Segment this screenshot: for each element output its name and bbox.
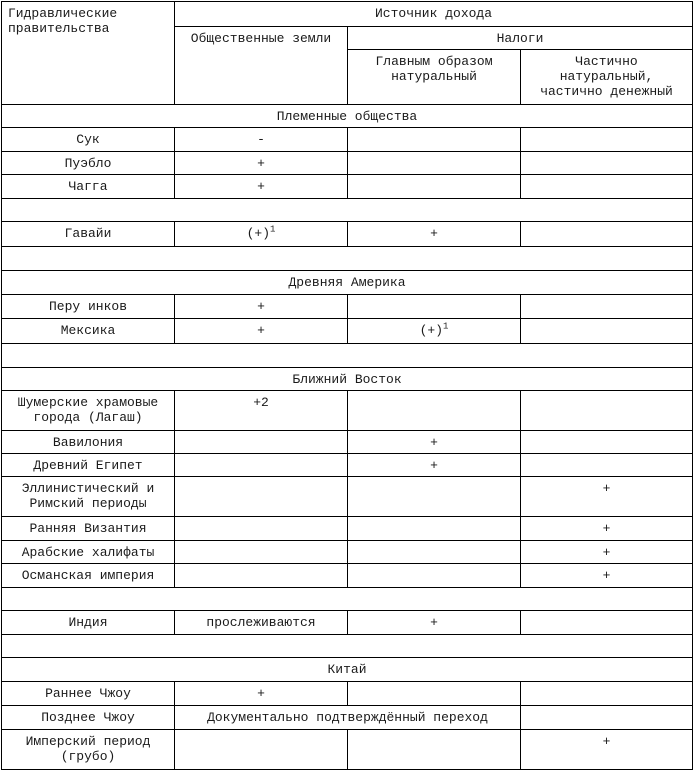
lands-cell: [175, 517, 348, 541]
mainly-natural-header: Главным образом натуральный: [348, 50, 521, 105]
spacer-row: [2, 199, 693, 222]
partly-cell: [521, 431, 693, 454]
lands-cell: [175, 564, 348, 588]
spacer-cell: [2, 247, 693, 271]
row-name: Чагга: [2, 175, 175, 199]
natural-cell: +: [348, 454, 521, 477]
lands-cell: +: [175, 152, 348, 175]
row-name: Древний Египет: [2, 454, 175, 477]
table-row: [2, 128, 693, 152]
partly-cell: +: [521, 730, 693, 770]
spacer-row: [2, 635, 693, 658]
lands-cell: прослеживаются: [175, 611, 348, 635]
natural-cell: [348, 319, 521, 344]
lands-cell: [175, 477, 348, 517]
row-name: Перу инков: [2, 295, 175, 319]
public-lands-header: Общественные земли: [175, 27, 348, 105]
natural-cell: [348, 128, 521, 152]
row-name: Позднее Чжоу: [2, 706, 175, 730]
partly-cell: [521, 222, 693, 247]
partly-cell: +: [521, 541, 693, 564]
partly-cell: +: [521, 477, 693, 517]
section-china: Китай: [2, 658, 693, 682]
natural-cell: [348, 730, 521, 770]
footnote-mark: 1: [443, 321, 449, 332]
lands-cell: +: [175, 175, 348, 199]
income-source-table-page: [1, 1, 693, 770]
income-source-table: [1, 1, 693, 770]
natural-cell: +: [348, 222, 521, 247]
table-row: [2, 454, 693, 477]
natural-cell: [348, 391, 521, 431]
natural-cell: [348, 564, 521, 588]
partly-cell: [521, 454, 693, 477]
row-name: Раннее Чжоу: [2, 682, 175, 706]
natural-cell: [348, 175, 521, 199]
row-name: Османская империя: [2, 564, 175, 588]
table-row: [2, 564, 693, 588]
table-row: [2, 706, 693, 730]
natural-cell: [348, 541, 521, 564]
spacer-cell: [2, 588, 693, 611]
spacer-cell: [2, 199, 693, 222]
natural-cell: [348, 682, 521, 706]
lands-cell: [175, 730, 348, 770]
row-name: Шумерские храмовые города (Лагаш): [2, 391, 175, 431]
section-row: [2, 105, 693, 128]
partly-cell: [521, 319, 693, 344]
table-row: [2, 611, 693, 635]
section-ancient-america: Древняя Америка: [2, 271, 693, 295]
row-name: Имперский период (грубо): [2, 730, 175, 770]
transition-cell: Документально подтверждённый переход: [175, 706, 521, 730]
partly-cell: [521, 175, 693, 199]
natural-cell: [348, 295, 521, 319]
section-row: [2, 658, 693, 682]
row-name: Эллинистический и Римский периоды: [2, 477, 175, 517]
row-name: Гавайи: [2, 222, 175, 247]
natural-mark: (+): [419, 323, 443, 338]
partly-cell: +: [521, 564, 693, 588]
partly-cell: [521, 391, 693, 431]
natural-cell: [348, 152, 521, 175]
income-source-header: Источник дохода: [175, 2, 693, 27]
lands-cell: [175, 454, 348, 477]
taxes-header: Налоги: [348, 27, 693, 50]
section-row: [2, 271, 693, 295]
section-row: [2, 368, 693, 391]
table-row: [2, 391, 693, 431]
partly-cell: +: [521, 517, 693, 541]
lands-cell: [175, 541, 348, 564]
lands-cell: +: [175, 319, 348, 344]
partly-cell: [521, 706, 693, 730]
partly-cell: [521, 128, 693, 152]
row-name: Арабские халифаты: [2, 541, 175, 564]
spacer-row: [2, 588, 693, 611]
table-row: [2, 431, 693, 454]
lands-cell: [175, 431, 348, 454]
table-row: [2, 319, 693, 344]
natural-cell: [348, 477, 521, 517]
governments-header: Гидравлические правительства: [2, 2, 175, 105]
row-name: Вавилония: [2, 431, 175, 454]
section-near-east: Ближний Восток: [2, 368, 693, 391]
spacer-cell: [2, 344, 693, 368]
lands-cell: -: [175, 128, 348, 152]
table-row: [2, 541, 693, 564]
table-row: [2, 517, 693, 541]
spacer-cell: [2, 635, 693, 658]
partly-natural-header: Частично натуральный, частично денежный: [521, 50, 693, 105]
row-name: Пуэбло: [2, 152, 175, 175]
table-row: [2, 477, 693, 517]
partly-cell: [521, 682, 693, 706]
row-name: Сук: [2, 128, 175, 152]
lands-cell: +2: [175, 391, 348, 431]
lands-mark: (+): [246, 226, 270, 241]
natural-cell: +: [348, 611, 521, 635]
table-row: [2, 682, 693, 706]
row-name: Ранняя Византия: [2, 517, 175, 541]
table-row: [2, 222, 693, 247]
spacer-row: [2, 247, 693, 271]
table-row: [2, 152, 693, 175]
lands-cell: +: [175, 295, 348, 319]
natural-cell: [348, 517, 521, 541]
row-name: Мексика: [2, 319, 175, 344]
lands-cell: [175, 222, 348, 247]
section-tribal: Племенные общества: [2, 105, 693, 128]
natural-cell: +: [348, 431, 521, 454]
partly-cell: [521, 152, 693, 175]
lands-cell: +: [175, 682, 348, 706]
table-row: [2, 730, 693, 770]
partly-cell: [521, 611, 693, 635]
table-row: [2, 295, 693, 319]
header-row-1: [2, 2, 693, 27]
footnote-mark: 1: [270, 224, 276, 235]
spacer-row: [2, 344, 693, 368]
row-name: Индия: [2, 611, 175, 635]
table-row: [2, 175, 693, 199]
partly-cell: [521, 295, 693, 319]
